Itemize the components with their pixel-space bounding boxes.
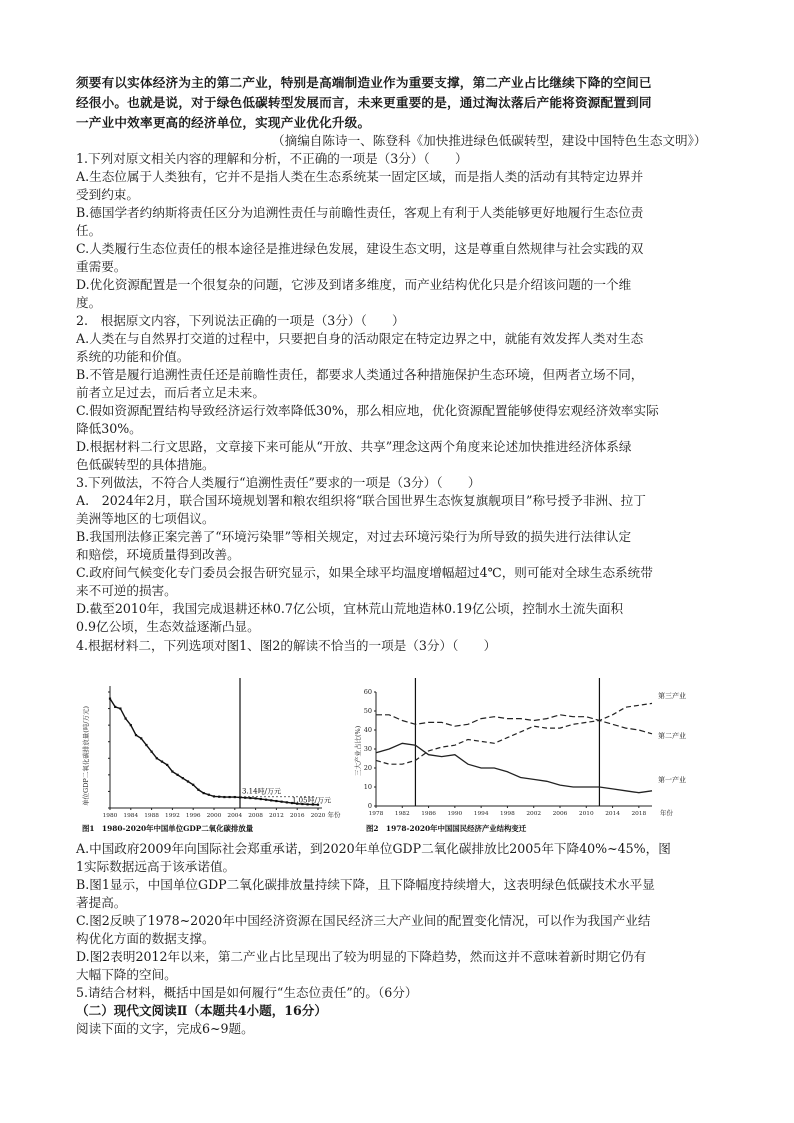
- x-tick-label: 1984: [123, 813, 139, 819]
- y-axis-label: 三大产业占比(%): [354, 725, 362, 776]
- q2-option-b-cont: 前者立足过去，而后者立足未来。: [76, 385, 265, 400]
- x-tick-label: 1982: [394, 811, 410, 817]
- emission-point: [171, 770, 173, 772]
- emission-point: [270, 799, 272, 801]
- emission-point: [255, 797, 257, 799]
- q3-option-b: B.我国刑法修正案完善了“环境污染罪”等相关规定，对过去环境污染行为所导致的损失进行法律认定: [76, 529, 632, 544]
- emission-point: [114, 706, 116, 708]
- q2-option-d: D.根据材料二行文思路，文章接下来可能从“开放、共享”理念这两个角度来论述加快推进经济体系绿: [76, 439, 632, 454]
- emission-point: [229, 796, 231, 798]
- y-tick-label: 10: [363, 783, 372, 791]
- x-tick-label: 1992: [165, 813, 180, 819]
- emission-point: [260, 798, 262, 800]
- emission-point: [109, 698, 111, 700]
- q3-option-d: D.截至2010年，我国完成退耕还林0.7亿公顷，宜林荒山荒地造林0.19亿公顷，控制水土流失面积: [76, 601, 624, 616]
- x-tick-label: 1988: [144, 813, 159, 819]
- q4-option-b-cont: 著提高。: [76, 895, 127, 910]
- x-tick-label: 1994: [473, 811, 489, 817]
- emission-point: [182, 777, 184, 779]
- q3-option-a-cont: 美洲等地区的七项倡议。: [76, 511, 215, 526]
- x-tick-label: 2016: [289, 813, 305, 819]
- q1-option-d: D.优化资源配置是一个很复杂的问题，它涉及到诸多维度，而产业结构优化只是介绍该问题的一个维: [76, 277, 632, 292]
- emission-point: [275, 800, 277, 802]
- y-tick-label: 30: [363, 745, 372, 753]
- q4-option-a: A.中国政府2009年向国际社会郑重承诺，到2020年单位GDP二氧化碳排放比2005年下降40%~45%，图: [76, 841, 671, 856]
- emission-point: [140, 737, 142, 739]
- x-tick-label: 1980: [102, 813, 118, 819]
- emission-point: [130, 724, 132, 726]
- passage-line: 须要有以实体经济为主的第二产业，特别是高端制造业作为重要支撑，第二产业占比继续下降的空间已: [76, 75, 652, 90]
- q1-option-d-cont: 度。: [76, 295, 102, 310]
- x-tick-label: 2010: [578, 811, 594, 817]
- emission-point: [156, 757, 158, 759]
- source-citation: （摘编自陈诗一、陈登科《加快推进绿色低碳转型，建设中国特色生态文明》）: [272, 133, 707, 148]
- x-axis-label: 年份: [327, 811, 341, 819]
- x-tick-label: 2014: [605, 811, 620, 817]
- emission-point: [161, 761, 163, 763]
- question-2-stem: 2. 根据原文内容，下列说法正确的一项是（3分）（ ）: [76, 313, 405, 328]
- series-label: 第三产业: [658, 692, 686, 700]
- q2-option-c-cont: 降低30%。: [76, 421, 142, 436]
- y-tick-label: 20: [363, 764, 372, 772]
- q3-option-c: C.政府间气候变化专门委员会报告研究显示，如果全球平均温度增幅超过4℃，则可能对全球生态系统带: [76, 565, 653, 580]
- q4-option-d-cont: 大幅下降的空间。: [76, 967, 177, 982]
- x-tick-label: 2006: [552, 811, 568, 817]
- emission-point: [286, 801, 288, 803]
- q1-option-c: C.人类履行生态位责任的根本途径是推进绿色发展，建设生态文明，这是尊重自然规律与社会实践的双: [76, 241, 644, 256]
- q4-option-c-cont: 构优化方面的数据支撑。: [76, 931, 215, 946]
- q1-option-a: A.生态位属于人类独有，它并不是指人类在生态系统某一固定区域，而是指人类的活动有其特定边界并: [76, 169, 644, 184]
- figure-1-chart: [80, 678, 350, 838]
- x-tick-label: 2020: [310, 813, 326, 819]
- x-tick-label: 1998: [500, 811, 515, 817]
- y-tick-label: 40: [363, 726, 372, 734]
- q2-option-c: C.假如资源配置结构导致经济运行效率降低30%，那么相应地，优化资源配置能够使得宏观经济效率实际: [76, 403, 659, 418]
- q2-option-a-cont: 系统的功能和价值。: [76, 349, 190, 364]
- emission-point: [125, 717, 127, 719]
- emission-point: [218, 796, 220, 798]
- emission-series-line: [110, 699, 318, 805]
- q3-option-c-cont: 来不可逆的损害。: [76, 583, 177, 598]
- q4-option-a-cont: 1实际数据远高于该承诺值。: [76, 859, 236, 874]
- annotation-1-05: 1.05吨/万元: [292, 796, 331, 805]
- section-heading: （二）现代文阅读Ⅱ（本题共4小题，16分）: [76, 1003, 327, 1018]
- emission-point: [234, 796, 236, 798]
- question-1-stem: 1.下列对原文相关内容的理解和分析，不正确的一项是（3分）（ ）: [76, 151, 468, 166]
- emission-point: [203, 792, 205, 794]
- q1-option-b-cont: 任。: [76, 223, 102, 238]
- passage-line: 经很小。也就是说，对于绿色低碳转型发展而言，未来更重要的是，通过淘汰落后产能将资源配置到同: [76, 95, 652, 110]
- figure-2-title: 图2 1978-2020年中国国民经济产业结构变迁: [366, 824, 527, 833]
- emission-point: [197, 789, 199, 791]
- tertiary-series-line: [376, 703, 652, 764]
- figure-2-chart: [352, 678, 722, 838]
- q2-option-b: B.不管是履行追溯性责任还是前瞻性责任，都要求人类通过各种措施保护生态环境，但两者立场不同，: [76, 367, 644, 382]
- emission-point: [223, 796, 225, 798]
- x-tick-label: 1990: [447, 811, 463, 817]
- annotation-3-14: 3.14吨/万元: [242, 787, 281, 796]
- section-intro: 阅读下面的文字，完成6~9题。: [76, 1021, 254, 1036]
- emission-point: [187, 780, 189, 782]
- emission-point: [265, 799, 267, 801]
- x-tick-label: 1986: [421, 811, 436, 817]
- q3-option-a: A. 2024年2月，联合国环境规划署和粮农组织将“联合国世界生态恢复旗舰项目”称号授予非洲、拉丁: [76, 493, 646, 508]
- y-axis-label: 单位GDP二氧化碳排放量(吨/万元): [82, 705, 90, 806]
- x-tick-label: 1978: [368, 811, 384, 817]
- question-4-stem: 4.根据材料二，下列选项对图1、图2的解读不恰当的一项是（3分）（ ）: [76, 638, 497, 653]
- x-tick-label: 2008: [248, 813, 263, 819]
- question-5-stem: 5.请结合材料，概括中国是如何履行“生态位责任”的。（6分）: [76, 985, 418, 1000]
- emission-point: [135, 734, 137, 736]
- q4-option-b: B.图1显示，中国单位GDP二氧化碳排放量持续下降，且下降幅度持续增大，这表明绿色低碳技术水平显: [76, 877, 655, 892]
- series-label: 第二产业: [658, 732, 686, 740]
- emission-point: [177, 774, 179, 776]
- primary-series-line: [376, 743, 652, 792]
- emission-point: [119, 707, 121, 709]
- x-tick-label: 2012: [269, 813, 284, 819]
- emission-point: [166, 764, 168, 766]
- q3-option-d-cont: 0.9亿公顷，生态效益逐渐凸显。: [76, 619, 260, 634]
- y-tick-label: 0: [367, 802, 372, 810]
- q1-option-b: B.德国学者约纳斯将责任区分为追溯性责任与前瞻性责任，客观上有利于人类能够更好地履行生态位责: [76, 205, 644, 220]
- x-tick-label: 1996: [185, 813, 201, 819]
- q1-option-a-cont: 受到约束。: [76, 187, 139, 202]
- q4-option-c: C.图2反映了1978~2020年中国经济资源在国民经济三大产业间的配置变化情况，可以作为我国产业结: [76, 913, 651, 928]
- series-label: 第一产业: [658, 776, 686, 784]
- x-tick-label: 2002: [526, 811, 542, 817]
- x-tick-label: 2000: [206, 813, 222, 819]
- emission-point: [192, 784, 194, 786]
- emission-point: [208, 794, 210, 796]
- figure-1-title: 图1 1980-2020年中国单位GDP二氧化碳排放量: [82, 824, 254, 833]
- emission-point: [151, 751, 153, 753]
- secondary-series-line: [376, 715, 652, 734]
- passage-line: 一产业中效率更高的经济单位，实现产业优化升级。: [76, 115, 371, 130]
- emission-point: [213, 795, 215, 797]
- q2-option-d-cont: 色低碳转型的具体措施。: [76, 457, 215, 472]
- y-tick-label: 50: [363, 707, 372, 715]
- emission-point: [281, 801, 283, 803]
- x-tick-label: 2018: [631, 811, 647, 817]
- question-3-stem: 3.下列做法，不符合人类履行“追溯性责任”要求的一项是（3分）（ ）: [76, 475, 481, 490]
- q4-option-d: D.图2表明2012年以来，第二产业占比呈现出了较为明显的下降趋势，然而这并不意味着新时期它仍有: [76, 949, 647, 964]
- q3-option-b-cont: 和赔偿，环境质量得到改善。: [76, 547, 240, 562]
- q2-option-a: A.人类在与自然界打交道的过程中，只要把自身的活动限定在特定边界之中，就能有效发挥人类对生态: [76, 331, 644, 346]
- emission-point: [249, 797, 251, 799]
- emission-point: [145, 744, 147, 746]
- q1-option-c-cont: 重需要。: [76, 259, 127, 274]
- x-axis-label: 年份: [660, 809, 673, 817]
- y-tick-label: 60: [363, 688, 372, 696]
- x-tick-label: 2004: [227, 813, 243, 819]
